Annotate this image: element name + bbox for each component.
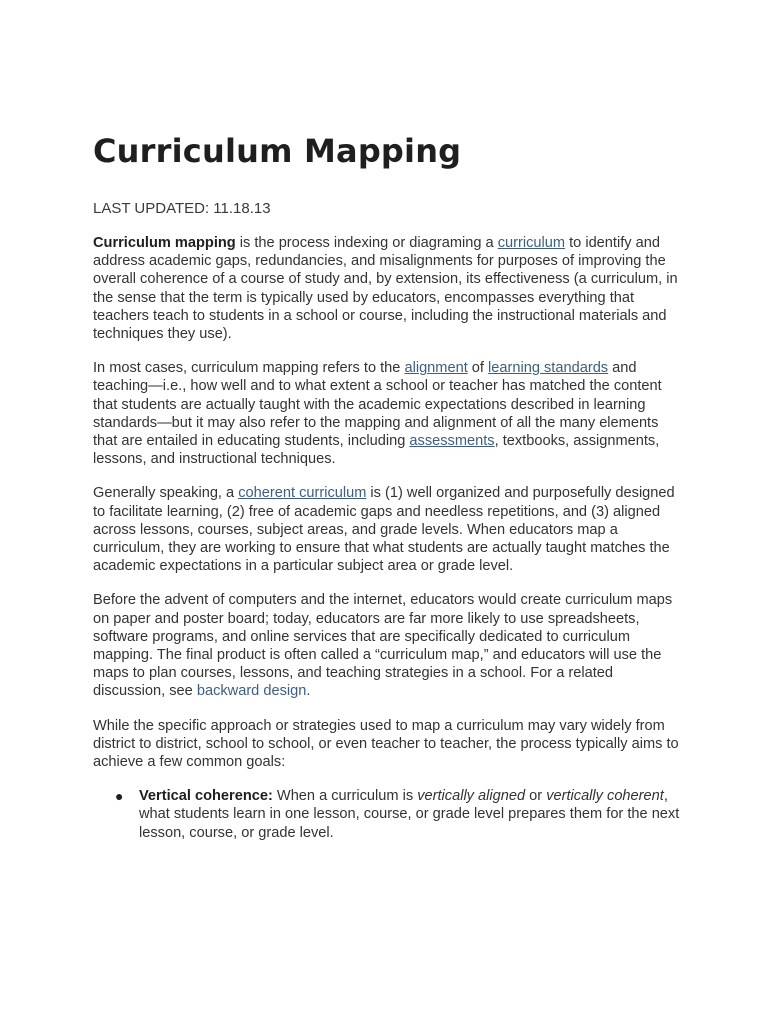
coherent-curriculum-link[interactable]: coherent curriculum [238, 485, 367, 502]
learning-standards-link[interactable]: learning standards [488, 360, 609, 377]
paragraph-coherent-curriculum [93, 484, 685, 575]
paragraph-text: In most cases, curriculum mapping refers to the [93, 360, 405, 377]
list-item [93, 787, 685, 842]
paragraph-history [93, 591, 685, 700]
assessments-link[interactable]: assessments [409, 433, 495, 450]
paragraph-text: of [467, 360, 489, 377]
bullet-icon: ● [115, 788, 124, 805]
curriculum-link[interactable]: curriculum [497, 235, 566, 251]
list-item-text: , what students learn in one lesson, course, or grade level prepares them for the next lesson, course, or grade level. [139, 788, 680, 841]
list-item-italic: vertically aligned [417, 788, 526, 805]
paragraph-text: is the process indexing or diagraming a [235, 235, 498, 251]
list-item-text: or [525, 788, 547, 805]
paragraph-text: and teaching—i.e., how well and to what extent a school or teacher has matched the content that students are actually taught with the academic expectations described in learning standards—but it may also refer to the mapping and alignment of all the many elements that are entailed in educating students, including [93, 360, 662, 450]
list-item-italic: vertically coherent [546, 788, 664, 805]
last-updated-label: LAST UPDATED: 11.18.13 [93, 200, 271, 217]
paragraph-text: to identify and address academic gaps, redundancies, and misalignments for purposes of improving the overall coherence of a course of study and, by extension, its effectiveness (a curriculum, in the sense that the term is typically used by educators, encompasses everything that teachers teach to students in a school or course, including the instructional materials and techniques they use). [93, 235, 678, 343]
goals-list [93, 787, 685, 842]
goal-term: Vertical coherence: [139, 788, 273, 805]
paragraph-text: Before the advent of computers and the internet, educators would create curriculum maps on paper and poster board; today, educators are far more likely to use spreadsheets, software programs, and online services that are specifically dedicated to curriculum mapping. The final product is often called a “curriculum map,” and educators will use the maps to plan courses, lessons, and teaching strategies in a school. For a related discussion, see [93, 592, 673, 700]
paragraph-text: , textbooks, assignments, lessons, and instructional techniques. [93, 433, 660, 468]
page-title: Curriculum Mapping [93, 132, 462, 170]
paragraph-text: While the specific approach or strategies used to map a curriculum may vary widely from district to district, school to school, or even teacher to teacher, the process typically aims to achieve a few common goals: [93, 717, 679, 771]
paragraph-goals-intro [93, 717, 685, 772]
paragraph-text: Generally speaking, a [93, 485, 239, 502]
paragraph-text: is (1) well organized and purposefully designed to facilitate learning, (2) free of academic gaps and needless repetitions, and (3) aligned across lessons, courses, subject areas, and grade levels. When educators map a curriculum, they are working to ensure that what students are actually taught matches the academic expectations in a particular subject area or grade level. [93, 485, 675, 575]
term-bold: Curriculum mapping [93, 235, 236, 251]
alignment-link[interactable]: alignment [404, 360, 468, 377]
paragraph-text: . [306, 683, 311, 700]
backward-design-link[interactable]: backward design [196, 683, 307, 700]
paragraph-definition [93, 234, 685, 343]
document-page [93, 132, 685, 842]
paragraph-alignment [93, 359, 685, 468]
list-item-text: When a curriculum is [272, 788, 418, 805]
